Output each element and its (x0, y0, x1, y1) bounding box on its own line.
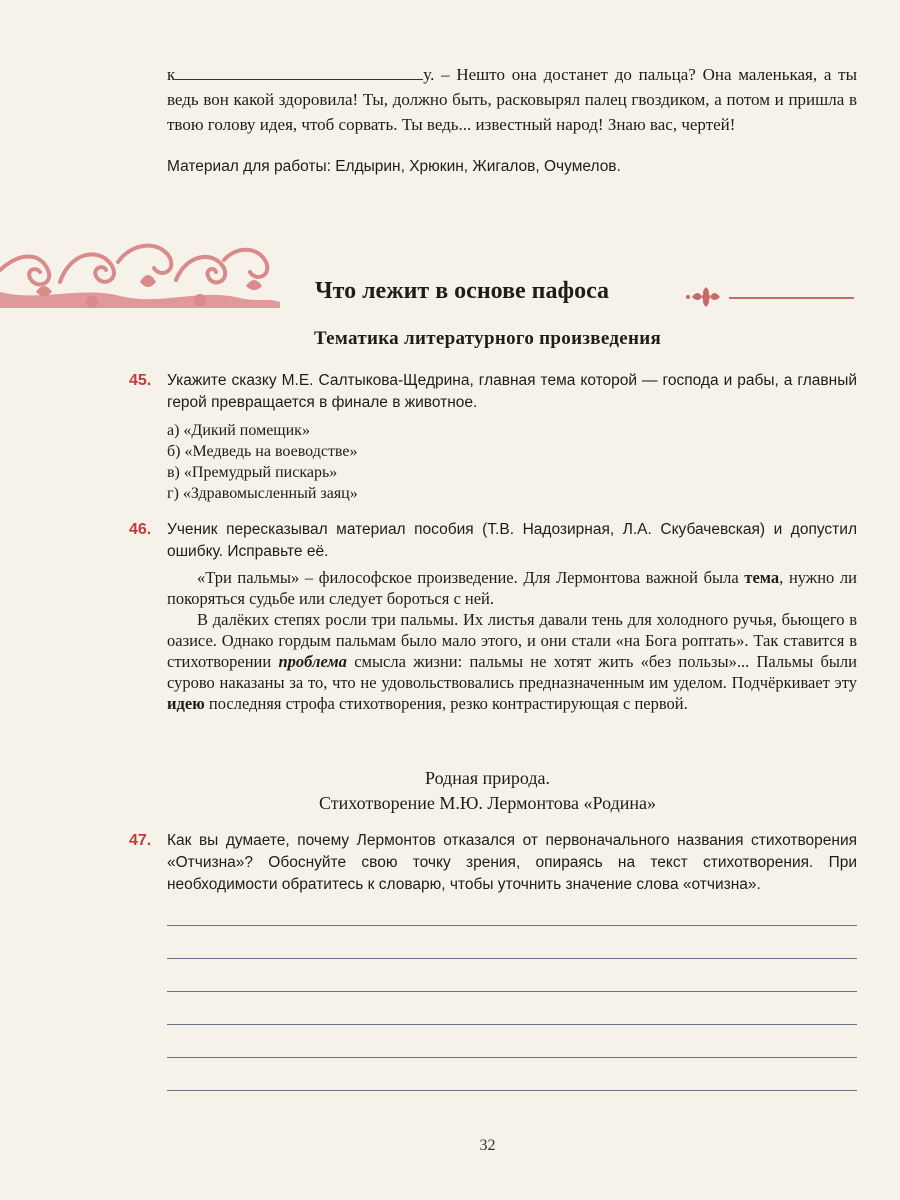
term-tema: тема (744, 568, 780, 587)
title-rule (729, 297, 854, 299)
fragment-text: у. – Нешто она достанет до пальца? Она маленькая, а ты ведь вон какой здоровила! Ты, должно быть, расковырял палец гвоздиком, а потом и пришла в твою голову идея, чтоб сорвать. Ты ведь... известный народ! Знаю вас, чертей! (167, 65, 857, 134)
previous-task-fragment (167, 62, 857, 137)
task-46-text: Ученик пересказывал материал пособия (Т.В. Надозирная, Л.А. Скубачевская) и допустил ошибку. Исправьте её. (167, 521, 857, 560)
task-45-options (167, 420, 358, 504)
section-title: Что лежит в основе пафоса (315, 278, 610, 304)
flourish-icon (686, 285, 726, 309)
task-number-46: 46. (129, 521, 152, 538)
topic-line-2: Стихотворение М.Ю. Лермонтова «Родина» (319, 793, 656, 813)
task-45-text: Укажите сказку М.Е. Салтыкова-Щедрина, главная тема которой — господа и рабы, а главный герой превращается в финале в животное. (167, 372, 857, 411)
passage-paragraph-1: «Три пальмы» – философское произведение. Для Лермонтова важной была тема, нужно ли покоряться судьбе или следует бороться с ней. (167, 568, 857, 608)
fill-in-blank[interactable] (175, 65, 423, 80)
answer-line[interactable] (167, 991, 857, 992)
task-number-47: 47. (129, 832, 152, 849)
task-47-text: Как вы думаете, почему Лермонтов отказался от первоначального названия стихотворения «Отчизна»? Обоснуйте свою точку зрения, опираясь на текст стихотворения. При необходимости обратитесь к словарю, чтобы уточнить значение слова «отчизна». (167, 832, 857, 893)
material-note: Материал для работы: Елдырин, Хрюкин, Жигалов, Очумелов. (167, 158, 621, 175)
topic-line-1: Родная природа. (425, 768, 550, 788)
answer-line[interactable] (167, 958, 857, 959)
term-problema: проблема (278, 652, 347, 671)
passage-paragraph-2: В далёких степях росли три пальмы. Их листья давали тень для холодного ручья, бьющего в оазисе. Однако гордым пальмам было мало этого, и они стали «на Бога роптать». Так ставится в стихотворении проблема смысла жизни: пальмы не хотят жить «без пользы»... Пальмы были сурово наказаны за то, что не удовольствовались предназначенным им уделом. Подчёркивает эту идею последняя строфа стихотворения, резко контрастирующая с первой. (167, 610, 857, 713)
answer-area[interactable] (167, 925, 857, 1123)
option-c[interactable]: в) «Премудрый пискарь» (167, 464, 338, 481)
task-number-45: 45. (129, 372, 152, 389)
fragment-start: к (167, 65, 176, 84)
answer-line[interactable] (167, 925, 857, 926)
term-ideya: идею (167, 694, 205, 713)
option-a[interactable]: а) «Дикий помещик» (167, 422, 310, 439)
option-d[interactable]: г) «Здравомысленный заяц» (167, 485, 358, 502)
page-number: 32 (479, 1137, 496, 1154)
subsection-title: Тематика литературного произведения (313, 328, 662, 349)
option-b[interactable]: б) «Медведь на воеводстве» (167, 443, 358, 460)
topic-heading (0, 766, 900, 816)
answer-line[interactable] (167, 1057, 857, 1058)
task-46-passage (167, 567, 857, 714)
answer-line[interactable] (167, 1024, 857, 1025)
floral-ornament-icon (0, 232, 285, 310)
answer-line[interactable] (167, 1090, 857, 1091)
